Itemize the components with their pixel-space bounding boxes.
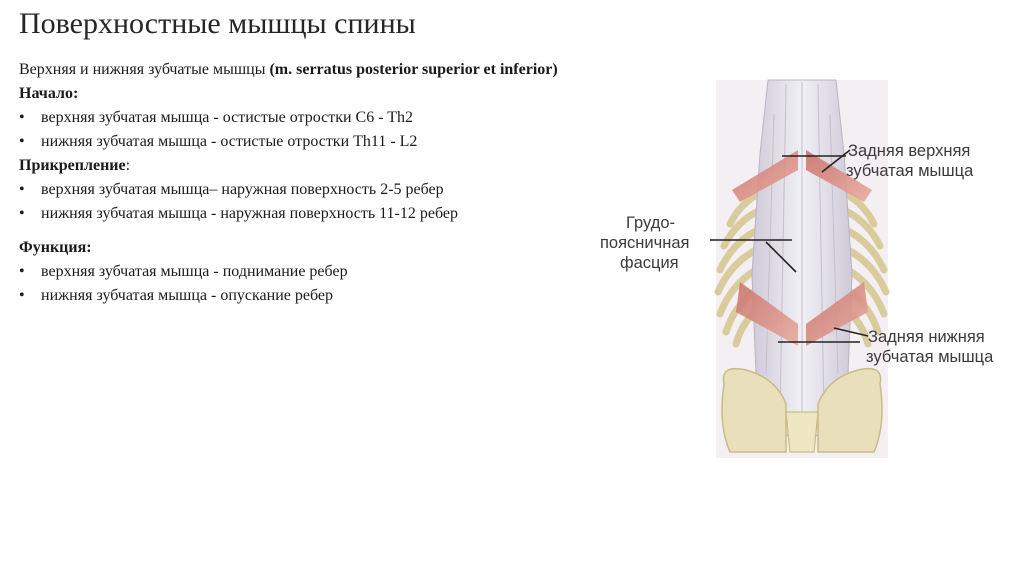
bullet-item	[19, 284, 599, 308]
origin-heading: Начало:	[19, 85, 79, 102]
function-item-upper: верхняя зубчатая мышца - поднимание ребер	[41, 263, 348, 280]
bullet-item	[19, 202, 599, 226]
insertion-heading-line	[19, 154, 599, 178]
origin-item-lower: нижняя зубчатая мышца - остистые отростки Th11 - L2	[41, 133, 418, 150]
slide-title: Поверхностные мышцы спины	[19, 7, 416, 40]
bullet-item	[19, 260, 599, 284]
insertion-item-lower: нижняя зубчатая мышца - наружная поверхность 11-12 ребер	[41, 205, 458, 222]
label-upper-serratus-line1: Задняя верхняя	[848, 142, 971, 160]
bullet-symbol: •	[19, 133, 25, 150]
bullet-symbol: •	[19, 263, 25, 280]
label-fascia-line2: поясничная	[600, 234, 690, 252]
label-fascia-line1: Грудо-	[626, 214, 676, 232]
back-muscles-illustration	[590, 74, 1020, 460]
bullet-symbol: •	[19, 205, 25, 222]
anatomy-figure	[590, 74, 1020, 460]
insertion-item-upper: верхняя зубчатая мышца– наружная поверхность 2-5 ребер	[41, 181, 444, 198]
function-heading: Функция:	[19, 239, 92, 256]
intro-text: Верхняя и нижняя зубчатые мышцы	[19, 61, 270, 78]
insertion-heading: Прикрепление	[19, 157, 126, 174]
slide-body	[19, 58, 599, 308]
label-fascia-line3: фасция	[620, 254, 679, 272]
bullet-symbol: •	[19, 287, 25, 304]
label-upper-serratus-line2: зубчатая мышца	[846, 162, 974, 180]
intro-latin-name: (m. serratus posterior superior et inferior)	[269, 61, 558, 78]
bullet-item	[19, 106, 599, 130]
bullet-item	[19, 130, 599, 154]
label-lower-serratus-line1: Задняя нижняя	[868, 328, 985, 346]
origin-item-upper: верхняя зубчатая мышца - остистые отростки C6 - Th2	[41, 109, 414, 126]
bullet-symbol: •	[19, 181, 25, 198]
function-item-lower: нижняя зубчатая мышца - опускание ребер	[41, 287, 333, 304]
intro-line	[19, 58, 599, 82]
bullet-item	[19, 178, 599, 202]
bullet-symbol: •	[19, 109, 25, 126]
label-lower-serratus-line2: зубчатая мышца	[866, 348, 994, 366]
insertion-heading-colon: :	[125, 157, 131, 174]
